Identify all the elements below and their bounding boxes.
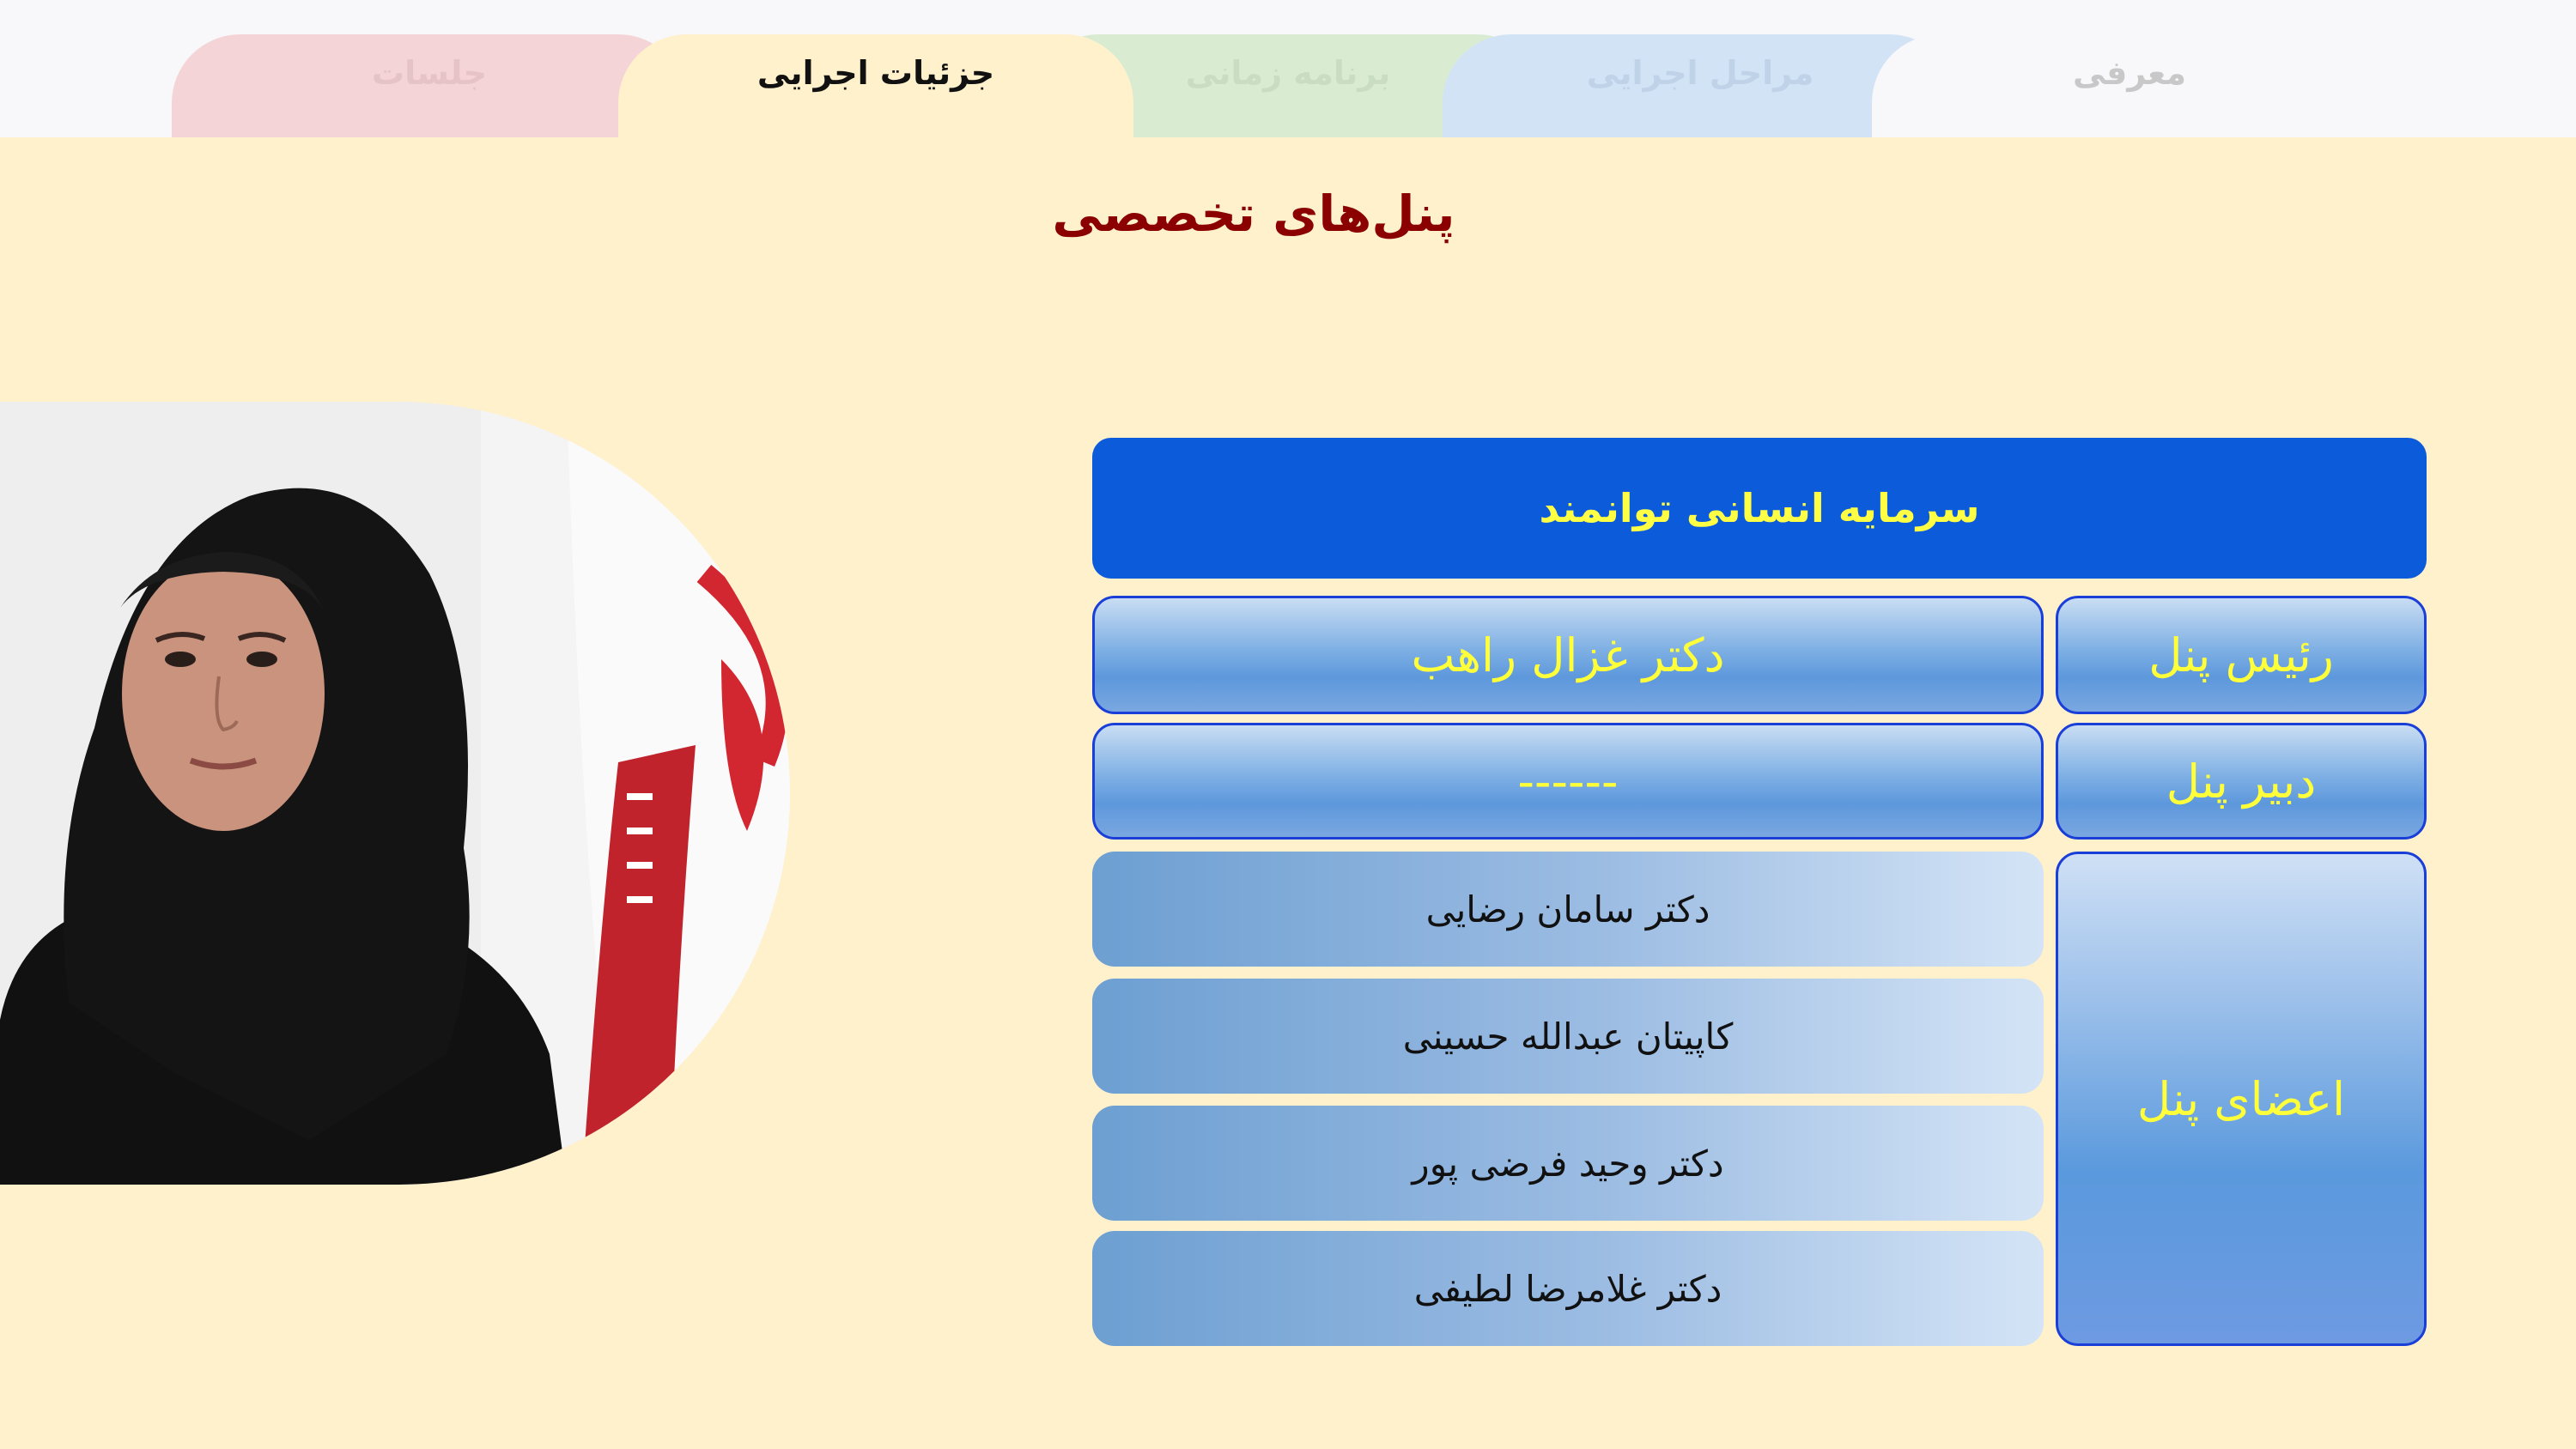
panel-member-item: دکتر وحید فرضی پور <box>1092 1106 2044 1221</box>
panel-name-header: سرمایه انسانی توانمند <box>1092 438 2427 579</box>
tab-executive-phases[interactable]: مراحل اجرایی <box>1443 34 1958 137</box>
tab-schedule[interactable]: برنامه زمانی <box>1030 34 1546 137</box>
tab-introduction[interactable]: معرفی <box>1872 34 2387 137</box>
panel-member-item: دکتر سامان رضایی <box>1092 852 2044 967</box>
panel-member-item: دکتر غلامرضا لطیفی <box>1092 1231 2044 1346</box>
panel-members-label: اعضای پنل <box>2056 852 2427 1346</box>
panel-chair-name: دکتر غزال راهب <box>1092 596 2044 714</box>
page-title: پنل‌های تخصصی <box>1052 185 1455 243</box>
panel-member-item: کاپیتان عبدالله حسینی <box>1092 979 2044 1094</box>
panel-secretary-name: ------ <box>1092 723 2044 840</box>
panel-chair-label: رئیس پنل <box>2056 596 2427 714</box>
tab-executive-details[interactable]: جزئیات اجرایی <box>618 34 1133 137</box>
panel-secretary-label: دبیر پنل <box>2056 723 2427 840</box>
tab-meetings[interactable]: جلسات <box>172 34 687 137</box>
panel-chair-photo <box>0 402 790 1185</box>
